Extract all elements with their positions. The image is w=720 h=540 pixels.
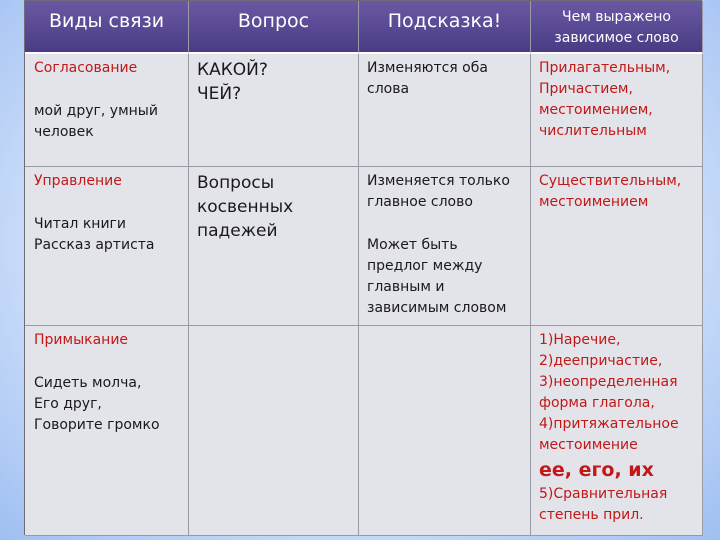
link-type-label: Примыкание: [34, 332, 129, 348]
expressed-line: 4)притяжательное: [539, 416, 679, 432]
cell-question-government: [189, 167, 359, 326]
expressed-line: 2)деепричастие,: [539, 353, 663, 369]
expressed-line: Прилагательным,: [539, 60, 671, 76]
question-line: косвенных: [197, 197, 294, 217]
expressed-line: местоимение: [539, 437, 638, 453]
hint-line: главным и: [367, 279, 445, 295]
syntax-links-table: [24, 0, 702, 535]
cell-type-agreement: [25, 54, 189, 167]
expressed-line: 5)Сравнительная: [539, 486, 668, 502]
header-link-types: Виды связи: [25, 1, 189, 54]
cell-hint-government: [359, 167, 531, 326]
hint-line: зависимым словом: [367, 300, 507, 316]
example-line: Рассказ артиста: [34, 237, 155, 253]
hint-line: слова: [367, 81, 410, 97]
link-type-label: Согласование: [34, 60, 138, 76]
question-line: КАКОЙ?: [197, 60, 268, 80]
question-line: падежей: [197, 221, 278, 241]
header-hint: Подсказка!: [359, 1, 531, 54]
cell-expressed-adjoining: [531, 326, 703, 536]
example-line: Говорите громко: [34, 417, 160, 433]
example-line: человек: [34, 124, 94, 140]
pronoun-emphasis: ее, его, их: [539, 459, 654, 481]
example-line: Сидеть молча,: [34, 375, 142, 391]
hint-line: Изменяются оба: [367, 60, 488, 76]
expressed-line: Существительным,: [539, 173, 682, 189]
hint-line: главное слово: [367, 194, 473, 210]
cell-question-agreement: [189, 54, 359, 167]
expressed-line: числительным: [539, 123, 647, 139]
question-line: ЧЕЙ?: [197, 84, 242, 104]
expressed-line: местоимением,: [539, 102, 653, 118]
hint-line: Изменяется только: [367, 173, 510, 189]
expressed-line: Причастием,: [539, 81, 633, 97]
link-type-label: Управление: [34, 173, 122, 189]
expressed-line: 1)Наречие,: [539, 332, 621, 348]
example-line: Читал книги: [34, 216, 126, 232]
hint-line: предлог между: [367, 258, 483, 274]
question-line: Вопросы: [197, 173, 275, 193]
cell-expressed-government: [531, 167, 703, 326]
cell-question-adjoining: [189, 326, 359, 536]
cell-hint-adjoining: [359, 326, 531, 536]
header-question: Вопрос: [189, 1, 359, 54]
cell-type-government: [25, 167, 189, 326]
hint-line: Может быть: [367, 237, 458, 253]
cell-hint-agreement: [359, 54, 531, 167]
example-line: мой друг, умный: [34, 103, 158, 119]
expressed-line: форма глагола,: [539, 395, 655, 411]
expressed-line: 3)неопределенная: [539, 374, 678, 390]
cell-type-adjoining: [25, 326, 189, 536]
expressed-line: местоимением: [539, 194, 649, 210]
expressed-line: степень прил.: [539, 507, 644, 523]
cell-expressed-agreement: [531, 54, 703, 167]
example-line: Его друг,: [34, 396, 102, 412]
header-dependent-word: Чем выражено зависимое слово: [531, 1, 703, 54]
